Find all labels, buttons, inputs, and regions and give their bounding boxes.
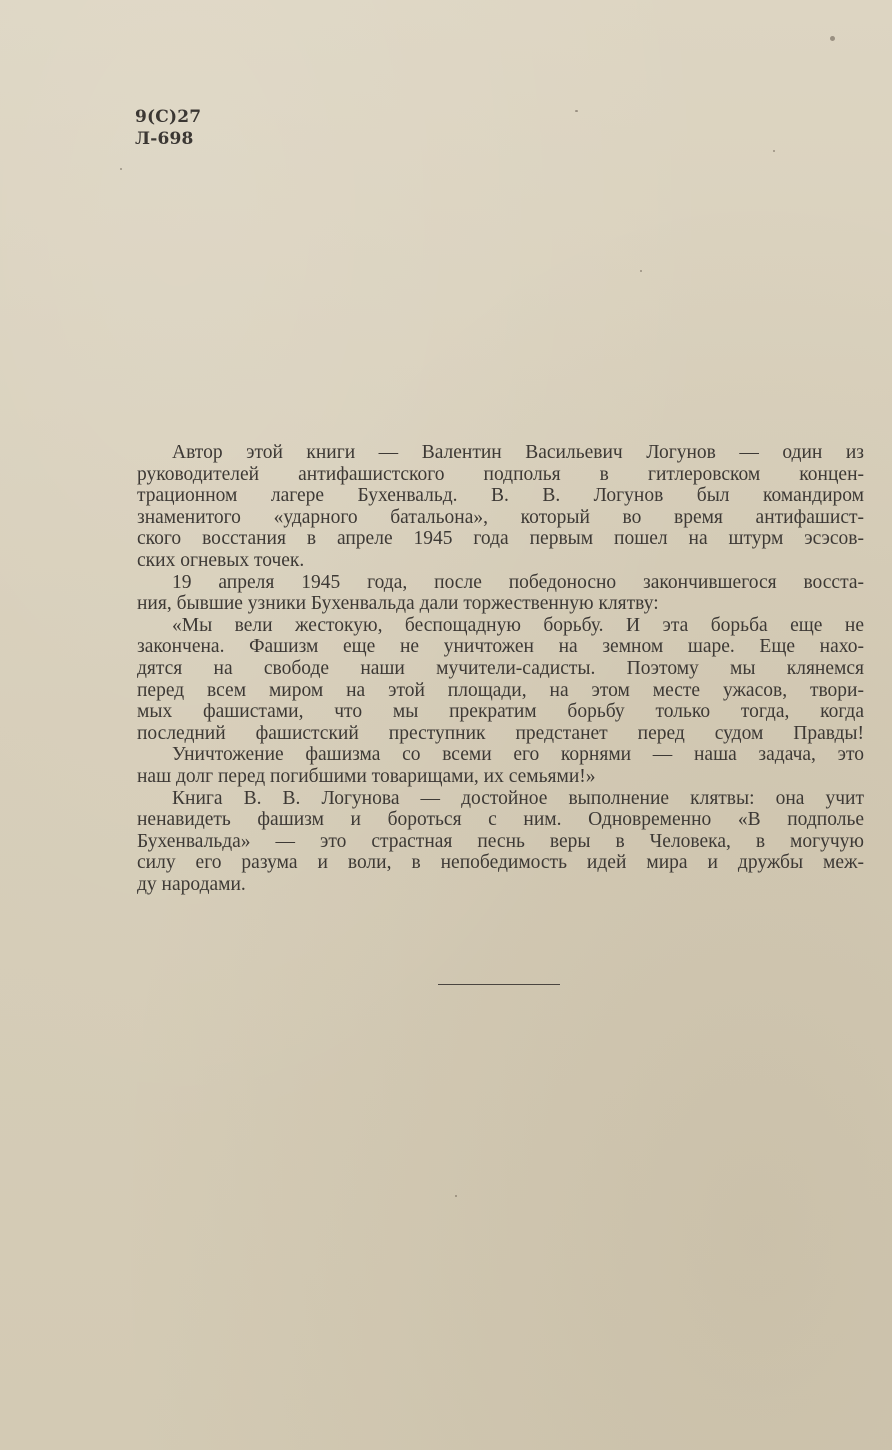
text-line: силу его разума и воли, в непобедимость идей мира и дружбы меж- [137,852,864,874]
paper-speck [773,150,775,152]
separator-rule [438,984,560,985]
catalog-code-bbk: 9(С)27 [135,107,202,127]
text-line: ду народами. [137,873,246,895]
text-line: Бухенвальда» — это страстная песнь веры в Человека, в могучую [137,830,864,852]
text-line: дятся на свободе наши мучители-садисты. Поэтому мы клянемся [137,657,864,679]
text-line: ского восстания в апреле 1945 года первым пошел на штурм эсэсов- [137,528,864,550]
text-line: Автор этой книги — Валентин Васильевич Логунов — один из [172,442,864,463]
annotation-text [137,442,864,895]
paper-speck [120,168,122,170]
paper-speck [830,36,835,41]
paper-speck [640,270,642,272]
text-line: ненавидеть фашизм и бороться с ним. Одновременно «В подполье [137,809,864,831]
text-line: наш долг перед погибшими товарищами, их семьями!» [137,765,596,787]
catalog-code-author-mark: Л-698 [135,129,194,149]
text-line: руководителей антифашистского подполья в гитлеровском концен- [137,463,864,485]
text-line: закончена. Фашизм еще не уничтожен на земном шаре. Еще нахо- [137,636,864,658]
paper-speck [575,110,578,112]
text-line: Уничтожение фашизма со всеми его корнями — наша задача, это [172,744,864,766]
text-line: последний фашистский преступник предстанет перед судом Правды! [137,722,864,744]
text-line: ских огневых точек. [137,549,305,571]
catalog-codes [135,106,201,150]
text-line: перед всем миром на этой площади, на этом месте ужасов, твори- [137,679,864,701]
text-line: 19 апреля 1945 года, после победоносно закончившегося восста- [172,571,864,593]
text-line: трационном лагере Бухенвальд. В. В. Логунов был командиром [137,485,864,507]
paper-speck [455,1195,457,1197]
text-line: ния, бывшие узники Бухенвальда дали торжественную клятву: [137,593,659,615]
text-line: «Мы вели жестокую, беспощадную борьбу. И эта борьба еще не [172,614,864,636]
text-line: мых фашистами, что мы прекратим борьбу только тогда, когда [137,701,864,723]
text-line: знаменитого «ударного батальона», который во время антифашист- [137,506,864,528]
text-line: Книга В. В. Логунова — достойное выполнение клятвы: она учит [172,787,864,809]
